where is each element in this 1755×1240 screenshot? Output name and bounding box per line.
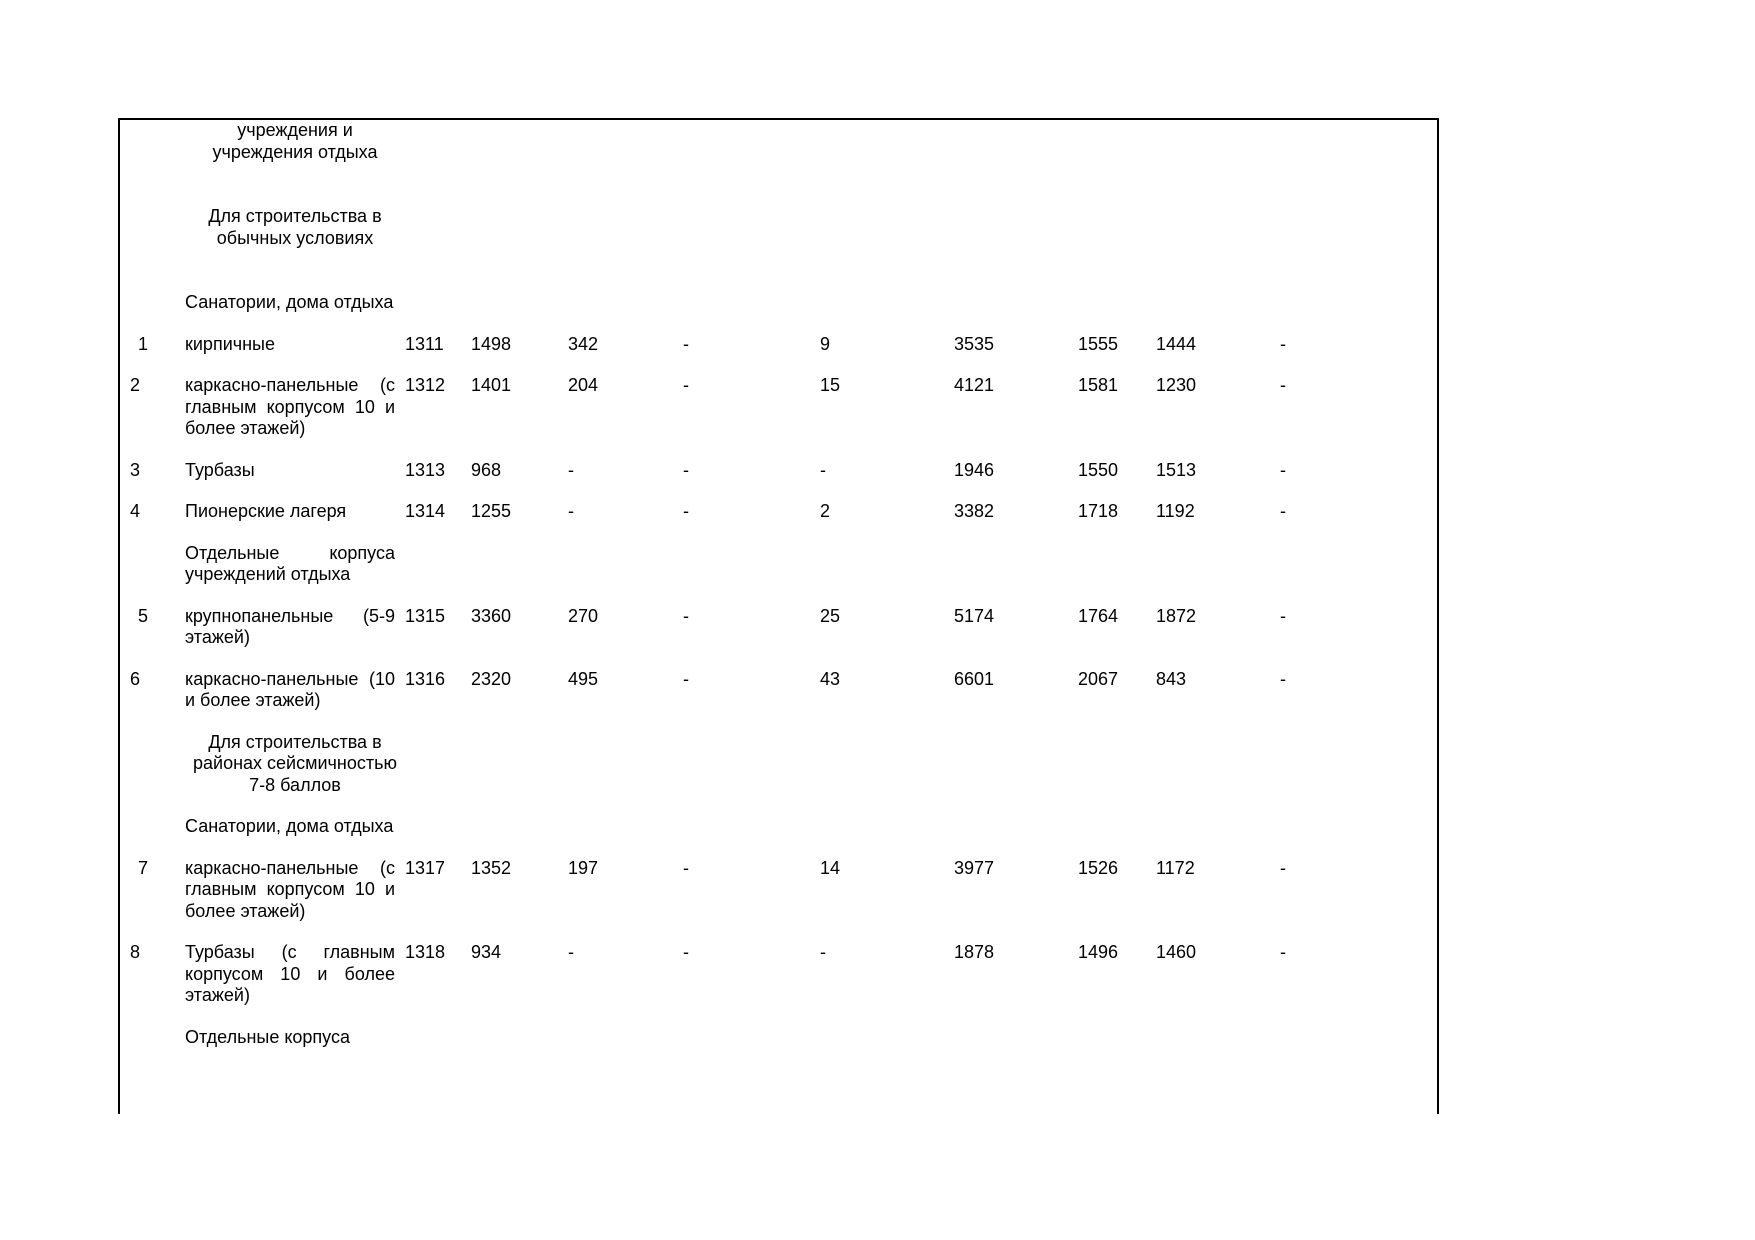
cell-value: 1513	[1156, 459, 1197, 480]
cell-value: 1192	[1156, 501, 1195, 521]
row-number: 4	[130, 501, 141, 521]
cell-value: -	[683, 668, 689, 689]
table-row	[120, 606, 1437, 649]
row-name: кирпичные	[185, 333, 276, 354]
group-label: Отдельные корпуса	[185, 1026, 350, 1047]
row-number: 3	[130, 459, 141, 480]
cell-value: -	[683, 333, 689, 354]
table-row	[120, 858, 1437, 923]
cell-value: 3360	[471, 605, 512, 626]
cell-value: 2	[820, 501, 831, 521]
cell-value: -	[1280, 459, 1286, 480]
cell-value: -	[568, 459, 574, 480]
cell-value: 1401	[471, 375, 512, 395]
row-name: каркасно-панельные (с главным корпусом 10 и более этажей)	[185, 857, 395, 921]
cell-value: 1172	[1156, 857, 1195, 878]
cell-value: 1946	[954, 459, 995, 480]
cell-value: 1555	[1078, 333, 1119, 354]
row-name: Турбазы (с главным корпусом 10 и более этажей)	[185, 942, 395, 1005]
cell-value: 1460	[1156, 942, 1197, 962]
cell-value: 5174	[954, 605, 995, 626]
cell-value: 1313	[405, 459, 446, 480]
cell-value: 2067	[1078, 668, 1119, 689]
cell-value: 197	[568, 857, 599, 878]
row-name: каркасно-панельные (10 и более этажей)	[185, 668, 395, 710]
cell-value: 1718	[1078, 501, 1119, 521]
row-number: 5	[138, 605, 149, 626]
table-row	[120, 120, 1437, 163]
cell-value: -	[683, 942, 689, 962]
section-heading: Для строительства в районах сейсмичностью 7-8 баллов	[193, 731, 397, 795]
row-number	[120, 732, 182, 797]
data-table	[120, 120, 1437, 1068]
cell-value: 1316	[405, 668, 446, 689]
row-number: 7	[138, 857, 149, 878]
row-number	[120, 120, 182, 163]
table-row	[120, 942, 1437, 1007]
row-name: крупнопанельные (5-9 этажей)	[185, 605, 395, 647]
cell-value: 1581	[1078, 375, 1119, 395]
cell-value: -	[683, 375, 689, 395]
row-number: 8	[130, 942, 141, 962]
cell-value: 3977	[954, 857, 995, 878]
cell-value: 1444	[1156, 333, 1197, 354]
cell-value: 1550	[1078, 459, 1119, 480]
cell-value: 1496	[1078, 942, 1119, 962]
cell-value: -	[820, 459, 826, 480]
cell-value: -	[1280, 501, 1286, 521]
cell-value: -	[1280, 605, 1286, 626]
cell-value: 1498	[471, 333, 512, 354]
cell-value: 6601	[954, 668, 995, 689]
cell-value: 1312	[405, 375, 446, 395]
cell-value: 3535	[954, 333, 995, 354]
table-row	[120, 816, 1437, 838]
cell-value: 1311	[405, 333, 444, 354]
row-number	[120, 1027, 182, 1049]
cell-value: 25	[820, 605, 841, 626]
row-number	[120, 206, 182, 249]
cell-value: -	[1280, 668, 1286, 689]
cell-value: -	[683, 605, 689, 626]
table-row	[120, 460, 1437, 482]
cell-value: 1230	[1156, 375, 1197, 395]
row-name: Турбазы	[185, 459, 255, 480]
cell-value: 968	[471, 459, 502, 480]
row-number	[120, 543, 182, 586]
cell-value: 1872	[1156, 605, 1197, 626]
table-row	[120, 543, 1437, 586]
table-row	[120, 669, 1437, 712]
cell-value: -	[683, 857, 689, 878]
cell-value: 14	[820, 857, 841, 878]
cell-value: 1318	[405, 942, 446, 962]
table-row	[120, 1027, 1437, 1049]
cell-value: 1352	[471, 857, 512, 878]
row-number	[120, 816, 182, 838]
table-row	[120, 732, 1437, 797]
cell-value: -	[820, 942, 826, 962]
cell-value: 843	[1156, 668, 1187, 689]
cell-value: -	[683, 459, 689, 480]
cell-value: 43	[820, 668, 841, 689]
row-number	[120, 292, 182, 314]
row-name: Пионерские лагеря	[185, 501, 347, 521]
cell-value: 934	[471, 942, 502, 962]
cell-value: 3382	[954, 501, 995, 521]
cell-value: 1878	[954, 942, 995, 962]
section-heading: учреждения и учреждения отдыха	[212, 120, 378, 162]
cell-value: -	[1280, 375, 1286, 395]
cell-value: 342	[568, 333, 599, 354]
cell-value: -	[568, 942, 574, 962]
cell-value: 2320	[471, 668, 512, 689]
cell-value: -	[568, 501, 574, 521]
table-row	[120, 334, 1437, 356]
row-number: 1	[138, 333, 149, 354]
section-heading: Для строительства в обычных условиях	[208, 206, 382, 248]
cell-value: 1255	[471, 501, 512, 521]
cell-value: 15	[820, 375, 841, 395]
table-row	[120, 292, 1437, 314]
cell-value: 1764	[1078, 605, 1119, 626]
cell-value: -	[1280, 333, 1286, 354]
table-row	[120, 501, 1437, 523]
cell-value: 1315	[405, 605, 446, 626]
cell-value: -	[683, 501, 689, 521]
row-number: 2	[130, 375, 141, 395]
table-row	[120, 375, 1437, 440]
row-name: каркасно-панельные (с главным корпусом 10 и более этажей)	[185, 375, 395, 438]
cell-value: 4121	[954, 375, 995, 395]
cell-value: 1317	[405, 857, 446, 878]
group-label: Санатории, дома отдыха	[185, 292, 394, 312]
cell-value: 270	[568, 605, 599, 626]
cell-value: 9	[820, 333, 831, 354]
cell-value: 495	[568, 668, 599, 689]
table-row	[120, 206, 1437, 249]
group-label: Санатории, дома отдыха	[185, 816, 394, 836]
group-label: Отдельные корпуса учреждений отдыха	[185, 542, 395, 584]
cell-value: -	[1280, 857, 1286, 878]
row-number: 6	[130, 668, 141, 689]
cell-value: -	[1280, 942, 1286, 962]
cell-value: 1314	[405, 501, 446, 521]
cell-value: 1526	[1078, 857, 1119, 878]
cell-value: 204	[568, 375, 599, 395]
